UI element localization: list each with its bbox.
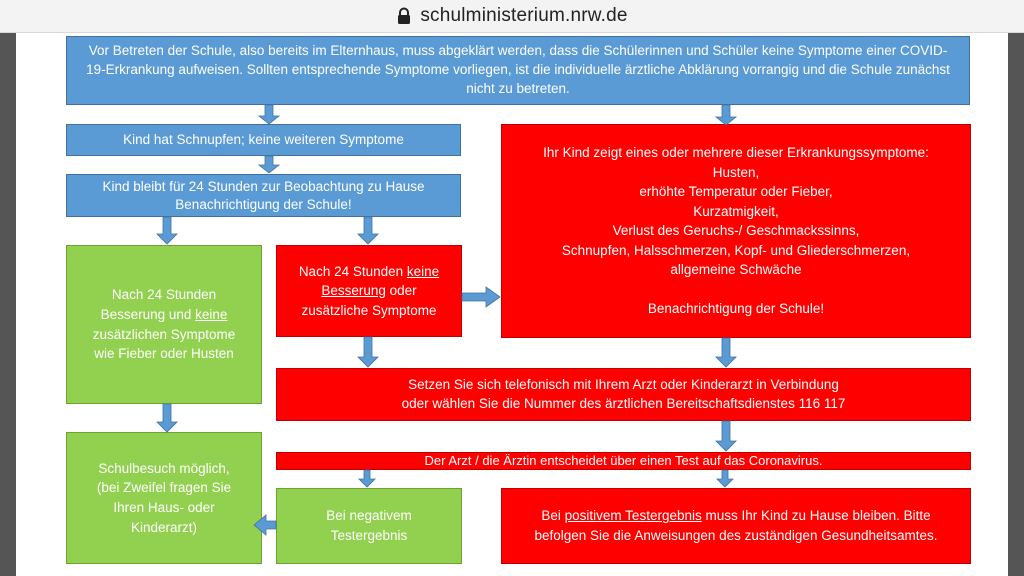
keine-besserung-box [276, 245, 462, 337]
beobachtung-text: Kind bleibt für 24 Stunden zur Beobachtung zu Hause Benachrichtigung der Schule! [102, 178, 425, 212]
negativ-text: Bei negativem Testergebnis [326, 508, 412, 543]
symptome-box [501, 124, 971, 338]
left-frame [0, 33, 16, 576]
schnupfen-box [66, 124, 461, 156]
schnupfen-text: Kind hat Schnupfen; keine weiteren Symptome [123, 132, 404, 148]
positiv-text: Bei positivem Testergebnis muss Ihr Kind zu Hause bleiben. Bitte befolgen Sie die Anweisungen des zuständigen Gesundheitsamtes. [534, 508, 938, 543]
besserung-box [66, 245, 262, 404]
schulbesuch-box [66, 432, 262, 564]
lock-icon [396, 7, 412, 25]
positiv-underlined: positivem Testergebnis [564, 508, 702, 524]
positiv-box [501, 488, 971, 564]
right-frame [1008, 33, 1024, 576]
keine-besserung-underlined: keine Besserung [321, 263, 440, 299]
arzt-test-text: Der Arzt / die Ärztin entscheidet über einen Test auf das Coronavirus. [424, 452, 823, 468]
arrow-down-icon [157, 404, 177, 432]
arzt-kontakt-box [276, 368, 971, 421]
arrow-down-icon [358, 337, 378, 367]
schulbesuch-text: Schulbesuch möglich, (bei Zweifel fragen Sie Ihren Haus- oder Kinderarzt) [96, 460, 232, 535]
arrow-down-icon [259, 105, 279, 124]
keine-underlined: keine [195, 306, 228, 322]
symptome-text: Ihr Kind zeigt eines oder mehrere dieser Erkrankungssymptome: Husten, erhöhte Temperatur oder Fieber, Kurzatmigkeit, Verlust des Geruchs-/ Geschmackssinns, Schnupfen, Halsschmerzen, Kopf- und Gliederschmerzen, allgemeine Schwäche Benachrichtigung der Schule! [543, 144, 929, 317]
browser-address-bar[interactable] [0, 0, 1024, 33]
intro-text: Vor Betreten der Schule, also bereits im Elternhaus, muss abgeklärt werden, dass die Schülerinnen und Schüler keine Symptome einer COVID-19-Erkrankung aufweisen. Sollten entsprechende Symptome vorliegen, ist die individuelle ärztliche Abklärung vorrangig und die Schule zunächst nicht zu betreten. [86, 43, 950, 96]
arrow-down-icon [359, 470, 375, 487]
arzt-test-box [276, 452, 971, 470]
arrow-down-icon [358, 217, 378, 244]
arzt-kontakt-text: Setzen Sie sich telefonisch mit Ihrem Arzt oder Kinderarzt in Verbindung oder wählen Sie die Nummer des ärztlichen Bereitschaftsdienstes 116 117 [401, 376, 846, 411]
arrow-right-icon [462, 287, 500, 307]
intro-box [66, 36, 970, 105]
flowchart-canvas [16, 33, 1008, 576]
arrow-down-icon [716, 421, 736, 451]
arrow-down-icon [716, 105, 736, 125]
keine-besserung-text: Nach 24 Stunden keine Besserung oder zusätzliche Symptome [298, 263, 440, 318]
arrow-down-icon [716, 338, 736, 367]
arrow-down-icon [259, 156, 279, 173]
beobachtung-box [66, 174, 461, 217]
arrow-down-icon [157, 217, 177, 244]
besserung-text: Nach 24 Stunden Besserung und keine zusätzlichen Symptome wie Fieber oder Husten [92, 287, 236, 362]
arrow-down-icon [717, 470, 733, 487]
browser-url[interactable]: schulministerium.nrw.de [420, 5, 628, 26]
negativ-box [276, 488, 462, 564]
